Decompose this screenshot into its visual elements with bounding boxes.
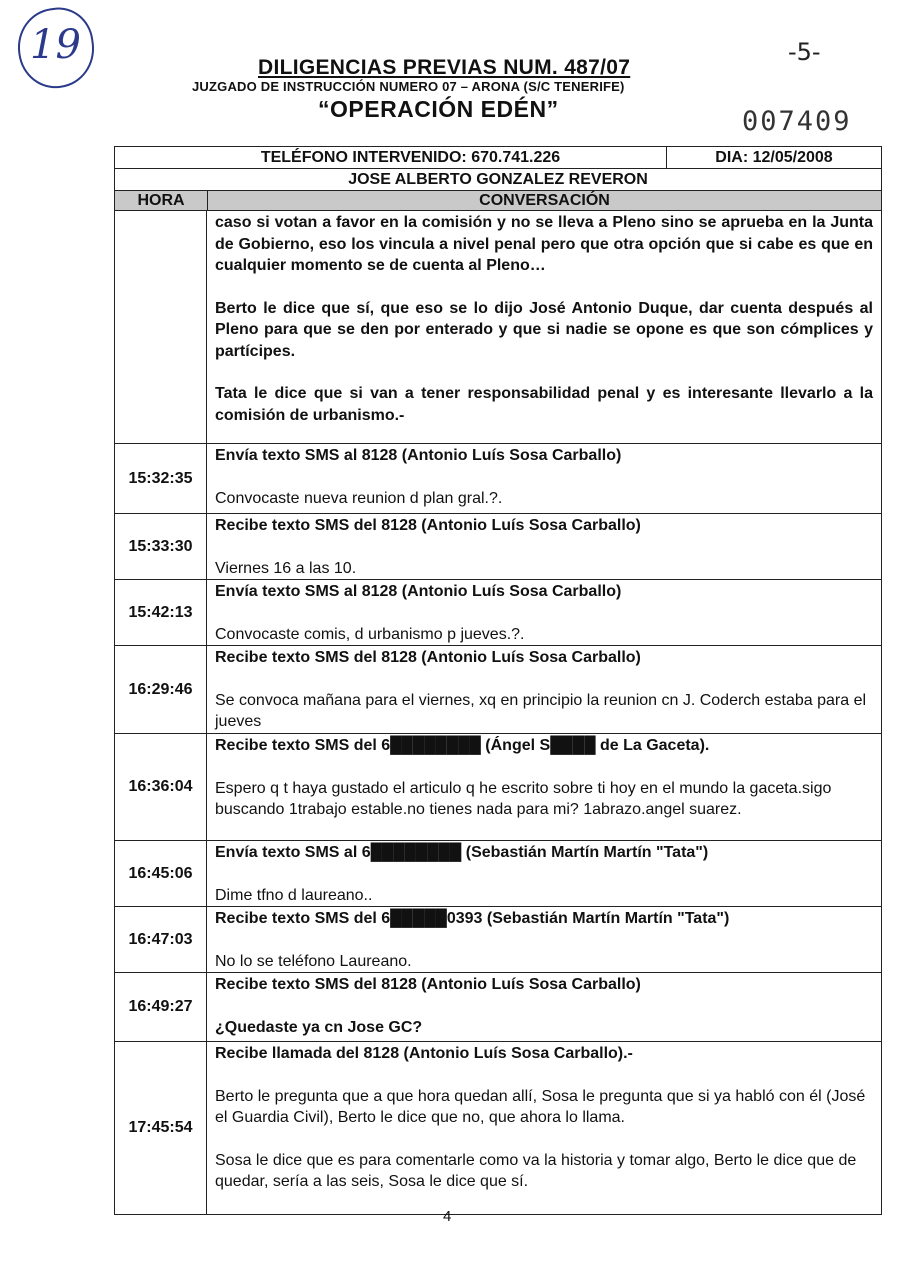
row-title: Recibe texto SMS del 8128 (Antonio Luís Sosa Carballo) bbox=[215, 649, 641, 666]
row-conversation bbox=[207, 734, 881, 840]
table-row bbox=[115, 443, 881, 513]
table-row bbox=[115, 840, 881, 906]
table-row bbox=[115, 906, 881, 972]
table-row bbox=[115, 210, 881, 443]
document-title: DILIGENCIAS PREVIAS NUM. 487/07 bbox=[258, 56, 631, 79]
row-conversation bbox=[207, 1042, 881, 1214]
row-title: Envía texto SMS al 8128 (Antonio Luís Sosa Carballo) bbox=[215, 447, 622, 464]
court-name: JUZGADO DE INSTRUCCIÓN NUMERO 07 – ARONA (S/C TENERIFE) bbox=[192, 79, 625, 94]
row-time: 15:33:30 bbox=[115, 514, 207, 579]
day-label: DIA: 12/05/2008 bbox=[715, 149, 833, 166]
row-title: Envía texto SMS al 8128 (Antonio Luís Sosa Carballo) bbox=[215, 583, 622, 600]
row-time: 16:47:03 bbox=[115, 907, 207, 972]
table-row bbox=[115, 733, 881, 840]
table-row bbox=[115, 1041, 881, 1214]
row-body: Dime tfno d laureano.. bbox=[215, 886, 373, 904]
row-conversation bbox=[207, 580, 881, 645]
handwritten-page-mark: -5- bbox=[788, 38, 821, 66]
handwritten-number: 19 bbox=[30, 22, 81, 68]
row-time: 16:49:27 bbox=[115, 973, 207, 1041]
row-body: ¿Quedaste ya cn Jose GC? bbox=[215, 1018, 423, 1036]
row-body: Convocaste nueva reunion d plan gral.?. bbox=[215, 489, 503, 507]
col-conversacion: CONVERSACIÓN bbox=[479, 192, 610, 209]
row-time: 17:45:54 bbox=[115, 1042, 207, 1214]
row-title: Recibe llamada del 8128 (Antonio Luís Sosa Carballo).- bbox=[215, 1045, 633, 1062]
phone-label: TELÉFONO INTERVENIDO: 670.741.226 bbox=[115, 147, 667, 168]
row-body: Convocaste comis, d urbanismo p jueves.?. bbox=[215, 625, 525, 643]
row-body: Se convoca mañana para el viernes, xq en principio la reunion cn J. Coderch estaba para el jueves bbox=[215, 691, 867, 730]
row-time: 16:36:04 bbox=[115, 734, 207, 840]
conversation-paragraph: caso si votan a favor en la comisión y no se lleva a Pleno sino se aprueba en la Junta de Gobierno, eso los vincula a nivel penal pero que otra opción que si cabe es que en cualquier momento se de cuenta al Pleno… bbox=[215, 214, 873, 274]
row-title: Envía texto SMS al 6████████ (Sebastián Martín Martín "Tata") bbox=[215, 844, 709, 861]
table-row bbox=[115, 972, 881, 1041]
transcript-table bbox=[114, 146, 882, 1215]
row-conversation bbox=[207, 514, 881, 579]
row-conversation bbox=[207, 907, 881, 972]
row-conversation bbox=[207, 444, 881, 513]
row-title: Recibe texto SMS del 8128 (Antonio Luís Sosa Carballo) bbox=[215, 517, 641, 534]
conversation-paragraph: Tata le dice que si van a tener responsabilidad penal y es interesante llevarlo a la comisión de urbanismo.- bbox=[215, 385, 873, 424]
row-time: 16:29:46 bbox=[115, 646, 207, 733]
row-body: Viernes 16 a las 10. bbox=[215, 559, 357, 577]
person-name: JOSE ALBERTO GONZALEZ REVERON bbox=[115, 168, 881, 190]
row-body: Sosa le dice que es para comentarle como va la historia y tomar algo, Berto le dice que de quedar, sería a las seis, Sosa le dice que sí. bbox=[215, 1151, 857, 1190]
row-time: 16:45:06 bbox=[115, 841, 207, 906]
row-conversation bbox=[207, 841, 881, 906]
table-row bbox=[115, 513, 881, 579]
conversation-paragraph: Berto le dice que sí, que eso se lo dijo José Antonio Duque, dar cuenta después al Pleno para que se den por enterado y que si nadie se opone es que son cómplices y partícipes. bbox=[215, 299, 873, 360]
operation-name: “OPERACIÓN EDÉN” bbox=[318, 96, 559, 122]
phone-row bbox=[115, 147, 881, 168]
page-number: 4 bbox=[443, 1208, 452, 1225]
row-body: Espero q t haya gustado el articulo q he escrito sobre ti hoy en el mundo la gaceta.sigo buscando 1trabajo estable.no tienes nada para mi? 1abrazo.angel suarez. bbox=[215, 779, 832, 818]
row-time bbox=[115, 211, 207, 443]
stamp-number: 007409 bbox=[742, 106, 852, 137]
row-body: No lo se teléfono Laureano. bbox=[215, 952, 412, 970]
row-time: 15:42:13 bbox=[115, 580, 207, 645]
row-title: Recibe texto SMS del 6█████0393 (Sebastián Martín Martín "Tata") bbox=[215, 910, 730, 927]
row-body: Berto le pregunta que a que hora quedan allí, Sosa le pregunta que si ya habló con él (José el Guardia Civil), Berto le dice que no, que ahora lo llama. bbox=[215, 1087, 866, 1126]
row-conversation bbox=[207, 646, 881, 733]
table-header bbox=[115, 190, 881, 210]
row-time: 15:32:35 bbox=[115, 444, 207, 513]
row-conversation bbox=[207, 973, 881, 1041]
row-conversation bbox=[207, 211, 881, 443]
table-row bbox=[115, 645, 881, 733]
row-title: Recibe texto SMS del 6████████ (Ángel S████ de La Gaceta). bbox=[215, 737, 710, 754]
table-row bbox=[115, 579, 881, 645]
col-hora: HORA bbox=[115, 191, 208, 210]
row-title: Recibe texto SMS del 8128 (Antonio Luís Sosa Carballo) bbox=[215, 976, 641, 993]
